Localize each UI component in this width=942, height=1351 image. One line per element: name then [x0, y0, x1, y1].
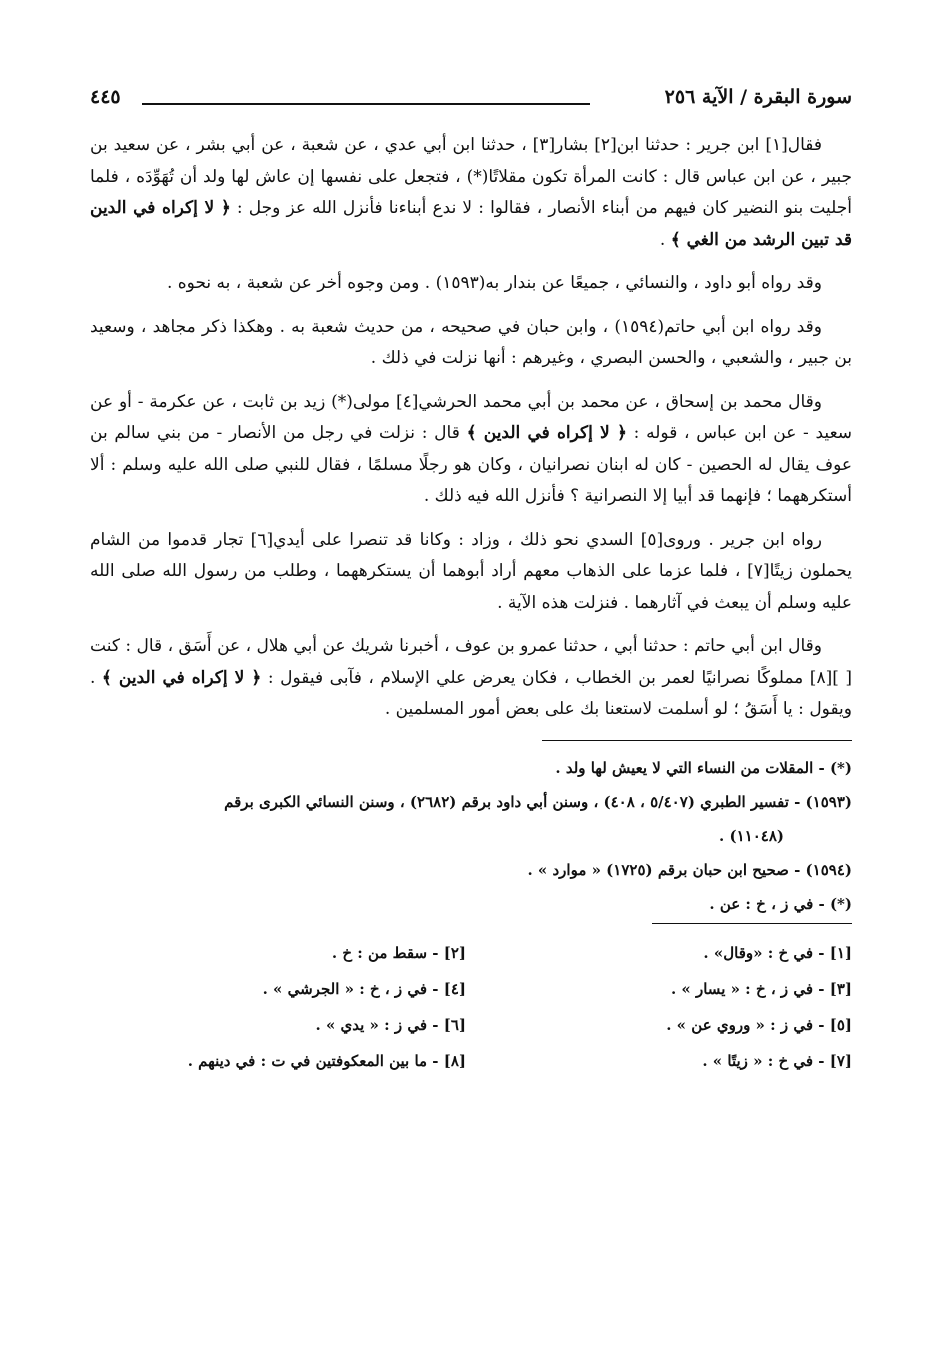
header-rule — [142, 103, 590, 105]
variant-note: [٥] - في ز : « وروي عن » . — [666, 1015, 852, 1034]
variants-rule — [652, 923, 852, 924]
footnote-continuation: (١١٠٤٨) . — [719, 826, 784, 845]
footnote-rule — [542, 740, 852, 741]
variant-note: [٦] - في ز : « يدي » . — [315, 1015, 466, 1034]
paragraph: وقال ابن أبي حاتم : حدثنا أبي ، حدثنا عمرو بن عوف ، أخبرنا شريك عن أبي هلال ، عن أَسَق ، قال : كنت [ ][٨] مملوكًا نصرانيًا لعمر بن الخطاب ، فكان يعرض علي الإسلام ، فآبى فيقول : ﴿ لا إكراه في الدين ﴾ . ويقول : يا أَسَقُ ؛ لو أسلمت لاستعنا بك على بعض أمور المسلمين . — [90, 636, 852, 719]
page-header — [90, 80, 852, 114]
quran-verse: ﴿ لا إكراه في الدين ﴾ — [466, 423, 627, 443]
variant-note: [٨] - ما بين المعكوفتين في ت : في دينهم . — [187, 1051, 466, 1070]
main-text — [90, 130, 852, 726]
page-number: ٤٤٥ — [90, 86, 121, 108]
footnotes — [90, 751, 852, 921]
quran-verse: ﴿ لا إكراه في الدين قد تبين الرشد من الغي ﴾ — [90, 198, 852, 250]
variant-note: [٧] - في خ : « زيتًا » . — [702, 1051, 852, 1070]
paragraph: وقد رواه ابن أبي حاتم(١٥٩٤) ، وابن حبان في صحيحه ، من حديث شعبة به . وهكذا ذكر مجاهد ، وسعيد بن جبير ، والشعبي ، والحسن البصري ، وغيرهم : أنها نزلت في ذلك . — [90, 316, 852, 368]
footnote: (١٥٩٤) - صحيح ابن حبان برقم (١٧٢٥) « موارد » . — [527, 860, 852, 879]
variant-note: [٣] - في ز ، خ : « يسار » . — [670, 979, 852, 998]
variant-note: [١] - في خ : «وقال» . — [703, 943, 852, 962]
book-page — [90, 80, 852, 1076]
footnote: (*) - في ز ، خ : عن . — [709, 894, 852, 913]
chapter-title: سورة البقرة / الآية ٢٥٦ — [664, 86, 852, 108]
paragraph: رواه ابن جرير . وروى[٥] السدي نحو ذلك ، وزاد : وكانا قد تنصرا على أيدي[٦] تجار قدموا من الشام يحملون زيتًا[٧] ، فلما عزما على الذهاب معهم أراد أبوهما أن يستكرههما ، وطلب من رسول الله صلى الله عليه وسلم أن يبعث في آثارهما . فنزلت هذه الآية . — [90, 529, 852, 613]
paragraph: وقال محمد بن إسحاق ، عن محمد بن أبي محمد الحرشي[٤] مولى(*) زيد بن ثابت ، عن عكرمة - أو عن سعيد - عن ابن عباس ، قوله : ﴿ لا إكراه في الدين ﴾ قال : نزلت في رجل من الأنصار - من بني سالم بن عوف يقال له الحصين - كان له ابنان نصرانيان ، وكان هو رجلًا مسلمًا ، فقال للنبي صلى الله عليه وسلم : ألا أستكرههما ؛ فإنهما قد أبيا إلا النصرانية ؟ فأنزل الله فيه ذلك . — [90, 391, 853, 506]
variant-note: [٢] - سقط من : خ . — [331, 943, 466, 962]
footnote: (*) - المقلات من النساء التي لا يعيش لها ولد . — [555, 758, 852, 777]
variant-note: [٤] - في ز ، خ : « الجرشي » . — [262, 979, 466, 998]
paragraph: فقال[١] ابن جرير : حدثنا ابن[٢] بشار[٣] ، حدثنا ابن أبي عدي ، عن شعبة ، عن أبي بشر ، عن سعيد بن جبير ، عن ابن عباس قال : كانت المرأة تكون مقلاتًا(*) ، فتجعل على نفسها إن عاش لها ولد أن تُهَوِّدَه ، فلما أجليت بنو النضير كان فيهم من أبناء الأنصار ، فقالوا : لا ندع أبناءنا فأنزل الله عز وجل : ﴿ لا إكراه في الدين قد تبين الرشد من الغي ﴾ . — [90, 135, 853, 250]
quran-verse: ﴿ لا إكراه في الدين ﴾ — [101, 667, 262, 688]
manuscript-variants — [90, 938, 852, 1076]
footnote: (١٥٩٣) - تفسير الطبري (٥/٤٠٧ ، ٤٠٨) ، وسنن أبي داود برقم (٢٦٨٢) ، وسنن النسائي الكبرى برقم — [224, 792, 852, 811]
paragraph: وقد رواه أبو داود ، والنسائي ، جميعًا عن بندار به(١٥٩٣) . ومن وجوه أخر عن شعبة ، به نحوه . — [166, 273, 822, 293]
